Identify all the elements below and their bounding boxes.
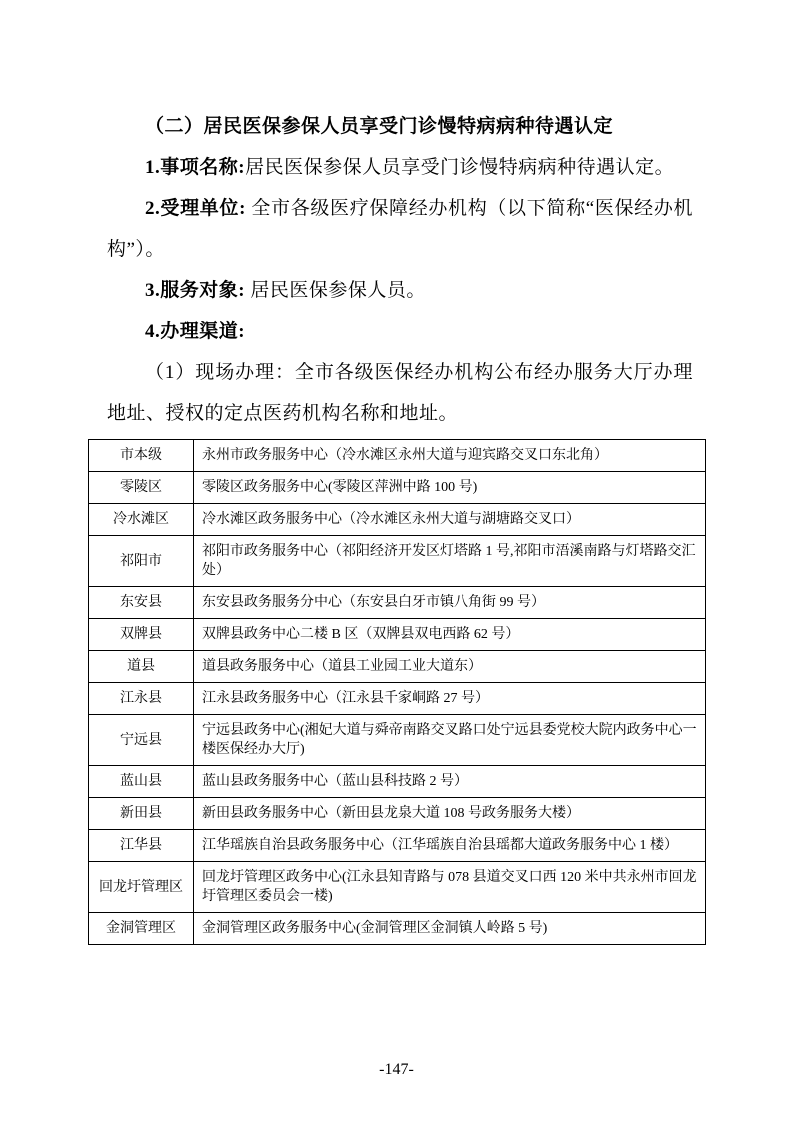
region-cell: 双牌县 — [89, 619, 194, 651]
table-row — [89, 715, 706, 766]
table-row — [89, 504, 706, 536]
section-heading: （二）居民医保参保人员享受门诊慢特病病种待遇认定 — [145, 116, 614, 137]
address-cell: 冷水滩区政务服务中心（冷水滩区永州大道与湖塘路交叉口） — [194, 504, 706, 536]
paragraph-text: （1）现场办理：全市各级医保经办机构公布经办服务大厅办理地址、授权的定点医药机构名称和地址。 — [107, 362, 693, 424]
address-cell: 东安县政务服务分中心（东安县白牙市镇八角街 99 号） — [194, 587, 706, 619]
address-cell: 回龙圩管理区政务中心(江永县知青路与 078 县道交叉口西 120 米中共永州市回龙圩管理区委员会一楼) — [194, 862, 706, 913]
paragraph-text: 居民医保参保人员享受门诊慢特病病种待遇认定。 — [245, 157, 675, 178]
table-row — [89, 440, 706, 472]
paragraph-text: 居民医保参保人员。 — [245, 280, 426, 301]
paragraph-channels — [107, 311, 693, 352]
office-address-table — [88, 439, 706, 945]
paragraph-onsite-handling — [107, 352, 693, 434]
region-cell: 道县 — [89, 651, 194, 683]
paragraph-text: 全市各级医疗保障经办机构（以下简称“医保经办机构”）。 — [107, 198, 694, 260]
table-row — [89, 830, 706, 862]
table-row — [89, 798, 706, 830]
region-cell: 江永县 — [89, 683, 194, 715]
table-row — [89, 913, 706, 945]
address-cell: 永州市政务服务中心（冷水滩区永州大道与迎宾路交叉口东北角） — [194, 440, 706, 472]
paragraph-label: 3.服务对象: — [145, 280, 246, 301]
region-cell: 金洞管理区 — [89, 913, 194, 945]
region-cell: 东安县 — [89, 587, 194, 619]
page-number: -147- — [379, 1061, 414, 1078]
table-row — [89, 536, 706, 587]
table-row — [89, 683, 706, 715]
region-cell: 回龙圩管理区 — [89, 862, 194, 913]
paragraph-label: 1.事项名称: — [145, 157, 246, 178]
paragraph-item-name — [107, 147, 693, 188]
region-cell: 零陵区 — [89, 472, 194, 504]
region-cell: 祁阳市 — [89, 536, 194, 587]
table-row — [89, 651, 706, 683]
region-cell: 江华县 — [89, 830, 194, 862]
region-cell: 新田县 — [89, 798, 194, 830]
address-cell: 双牌县政务中心二楼 B 区（双牌县双电西路 62 号） — [194, 619, 706, 651]
paragraph-label: 4.办理渠道: — [145, 321, 246, 342]
region-cell: 蓝山县 — [89, 766, 194, 798]
address-cell: 宁远县政务中心(湘妃大道与舜帝南路交叉路口处宁远县委党校大院内政务中心一楼医保经办大厅) — [194, 715, 706, 766]
table-row — [89, 766, 706, 798]
address-cell: 江永县政务服务中心（江永县千家峒路 27 号） — [194, 683, 706, 715]
region-cell: 冷水滩区 — [89, 504, 194, 536]
address-cell: 新田县政务服务中心（新田县龙泉大道 108 号政务服务大楼） — [194, 798, 706, 830]
region-cell: 市本级 — [89, 440, 194, 472]
region-cell: 宁远县 — [89, 715, 194, 766]
table-row — [89, 587, 706, 619]
office-table-body — [89, 440, 706, 945]
address-cell: 江华瑶族自治县政务服务中心（江华瑶族自治县瑶都大道政务服务中心 1 楼） — [194, 830, 706, 862]
address-cell: 零陵区政务服务中心(零陵区萍洲中路 100 号) — [194, 472, 706, 504]
address-cell: 蓝山县政务服务中心（蓝山县科技路 2 号） — [194, 766, 706, 798]
address-cell: 道县政务服务中心（道县工业园工业大道东） — [194, 651, 706, 683]
address-cell: 金洞管理区政务服务中心(金洞管理区金洞镇人岭路 5 号) — [194, 913, 706, 945]
paragraph-label: 2.受理单位: — [145, 198, 246, 219]
paragraph-service-target — [107, 270, 693, 311]
table-row — [89, 472, 706, 504]
table-row — [89, 619, 706, 651]
paragraph-accepting-unit — [107, 188, 693, 270]
address-cell: 祁阳市政务服务中心（祁阳经济开发区灯塔路 1 号,祁阳市浯溪南路与灯塔路交汇处） — [194, 536, 706, 587]
table-row — [89, 862, 706, 913]
